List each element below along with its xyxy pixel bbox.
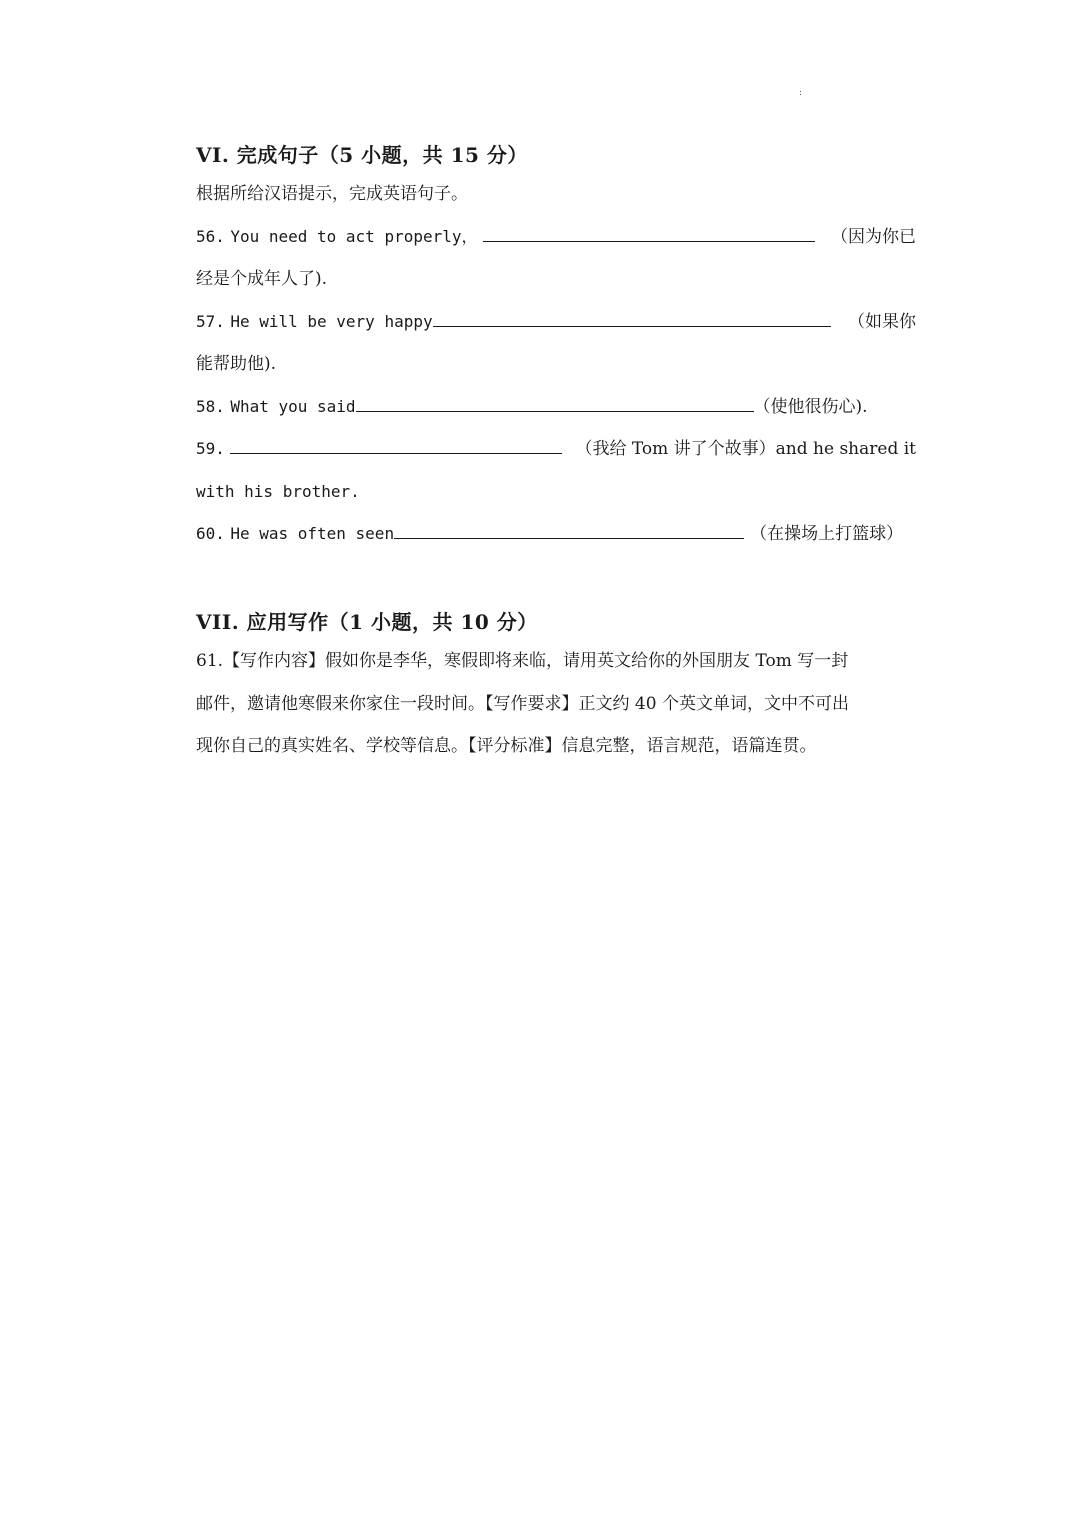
writing-task-line-1: 61.【写作内容】假如你是李华，寒假即将来临，请用英文给你的外国朋友 Tom 写一封 bbox=[196, 651, 849, 671]
writing-task-line-3: 现你自己的真实姓名、学校等信息。【评分标准】信息完整，语言规范，语篇连贯。 bbox=[196, 736, 817, 756]
question-60-hint: （在操场上打篮球） bbox=[750, 524, 904, 544]
section-6-instruction: 根据所给汉语提示，完成英语句子。 bbox=[196, 184, 468, 204]
question-59 bbox=[196, 437, 916, 461]
question-59-hint: （我给 Tom 讲了个故事）and he shared it bbox=[575, 439, 916, 459]
question-59-answer-blank[interactable] bbox=[230, 437, 562, 454]
question-56-prefix: You need to act properly， bbox=[230, 227, 478, 246]
question-59-number: 59. bbox=[196, 439, 225, 458]
question-56-number: 56. bbox=[196, 227, 225, 246]
question-58 bbox=[196, 395, 916, 419]
question-57-hint: （如果你 bbox=[848, 312, 916, 332]
question-56-hint: （因为你已 bbox=[831, 227, 916, 247]
question-57-number: 57. bbox=[196, 312, 225, 331]
question-58-number: 58. bbox=[196, 397, 225, 416]
writing-task-line-2: 邮件，邀请他寒假来你家住一段时间。【写作要求】正文约 40 个英文单词，文中不可出 bbox=[196, 694, 849, 714]
question-56-answer-blank[interactable] bbox=[483, 225, 815, 242]
section-7-title: VII. 应用写作（1 小题，共 10 分） bbox=[196, 610, 538, 634]
question-58-prefix: What you said bbox=[230, 397, 356, 416]
question-57-prefix: He will be very happy bbox=[230, 312, 433, 331]
question-60 bbox=[196, 522, 916, 546]
question-60-answer-blank[interactable] bbox=[394, 522, 744, 539]
question-57 bbox=[196, 310, 916, 334]
question-58-hint: （使他很伤心). bbox=[753, 397, 868, 417]
question-58-answer-blank[interactable] bbox=[356, 395, 754, 412]
question-56-continuation: 经是个成年人了). bbox=[196, 269, 328, 289]
section-6-title: VI. 完成句子（5 小题，共 15 分） bbox=[196, 143, 528, 167]
question-56 bbox=[196, 225, 916, 249]
question-57-continuation: 能帮助他). bbox=[196, 354, 277, 374]
question-57-answer-blank[interactable] bbox=[433, 310, 831, 327]
corner-mark: : bbox=[799, 88, 803, 98]
question-60-number: 60. bbox=[196, 524, 225, 543]
question-60-prefix: He was often seen bbox=[230, 524, 395, 543]
question-59-continuation: with his brother. bbox=[196, 482, 360, 501]
